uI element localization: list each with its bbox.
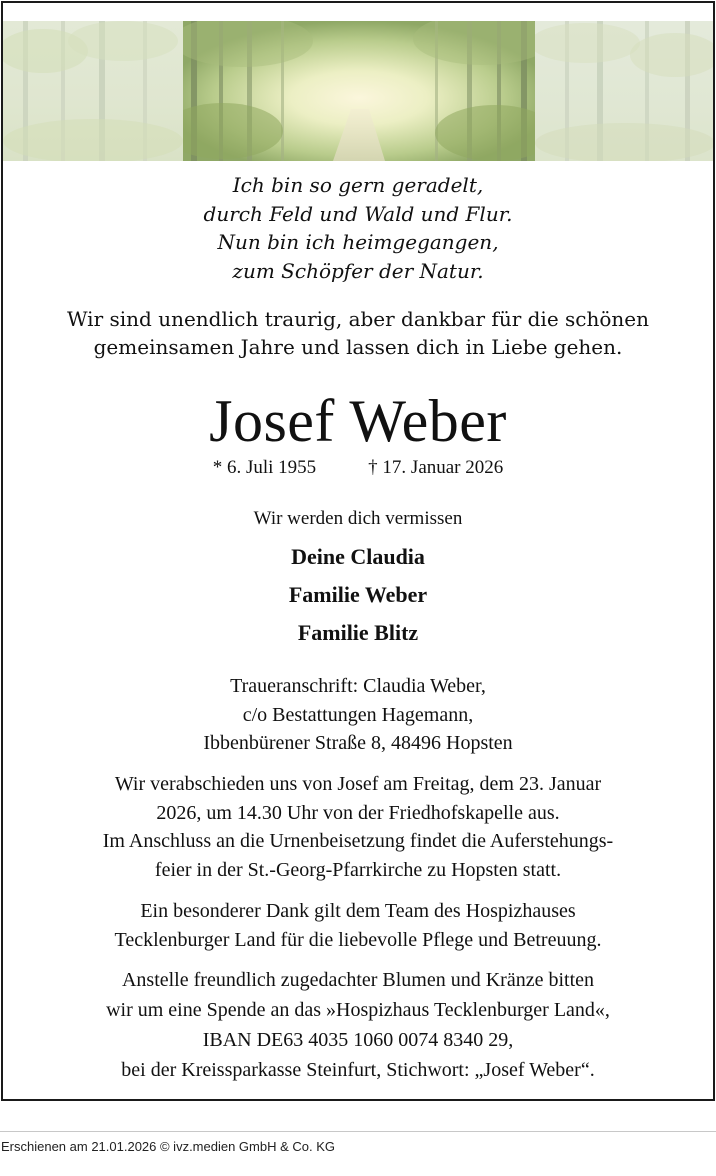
donation-request: [3, 965, 713, 1085]
poem-line: zum Schöpfer der Natur.: [232, 258, 484, 283]
poem-line: Nun bin ich heimgegangen,: [217, 230, 499, 254]
thanks-line: Tecklenburger Land für die liebevolle Pflege und Betreuung.: [114, 928, 602, 951]
forest-side-right-image: [535, 21, 713, 161]
footer-divider: [0, 1131, 716, 1132]
donation-iban: IBAN DE63 4035 1060 0074 8340 29,: [202, 1029, 514, 1051]
address-line: Ibbenbürener Straße 8, 48496 Hopsten: [203, 732, 513, 754]
poem-line: durch Feld und Wald und Flur.: [203, 201, 513, 226]
address-line: c/o Bestattungen Hagemann,: [242, 703, 474, 726]
forest-banner-image: [3, 21, 713, 161]
address-line: Traueranschrift: Claudia Weber,: [230, 675, 486, 697]
funeral-line: feier in der St.-Georg-Pfarrkirche zu Hopsten statt.: [154, 858, 562, 881]
birth-date: * 6. Juli 1955: [212, 457, 317, 478]
poem-line: Ich bin so gern geradelt,: [232, 173, 484, 197]
funeral-line: 2026, um 14.30 Uhr von der Friedhofskapelle aus.: [156, 801, 560, 824]
funeral-line: Wir verabschieden uns von Josef am Freitag, dem 23. Januar: [114, 773, 602, 795]
intro-text: [3, 305, 713, 361]
funeral-info: [3, 770, 713, 884]
publication-footer: Erschienen am 21.01.2026 © ivz.medien GmbH & Co. KG: [1, 1139, 336, 1154]
thanks-text: [3, 897, 713, 954]
intro-line: gemeinsamen Jahre und lassen dich in Liebe gehen.: [93, 335, 623, 359]
forest-path-image: [183, 21, 535, 161]
intro-line: Wir sind unendlich traurig, aber dankbar für die schönen: [66, 307, 650, 331]
funeral-line: Im Anschluss an die Urnenbeisetzung findet die Auferstehungs-: [102, 830, 614, 852]
obituary-notice: [1, 1, 715, 1101]
mourning-address: [3, 672, 713, 758]
donation-line: Anstelle freundlich zugedachter Blumen und Kränze bitten: [121, 969, 595, 991]
miss-text: Wir werden dich vermissen: [253, 508, 463, 529]
thanks-line: Ein besonderer Dank gilt dem Team des Hospizhauses: [140, 900, 576, 922]
donation-line: bei der Kreissparkasse Steinfurt, Stichwort: „Josef Weber“.: [121, 1059, 595, 1081]
mourner-name: Familie Weber: [288, 582, 428, 607]
mourner-name: Familie Blitz: [297, 620, 419, 645]
poem: [3, 171, 713, 285]
donation-line: wir um eine Spende an das »Hospizhaus Tecklenburger Land«,: [106, 999, 610, 1021]
mourner-name: Deine Claudia: [291, 544, 425, 569]
death-date: † 17. Januar 2026: [368, 457, 504, 478]
life-dates: [3, 455, 713, 481]
deceased-name: Josef Weber: [209, 388, 507, 454]
forest-side-left-image: [3, 21, 183, 161]
